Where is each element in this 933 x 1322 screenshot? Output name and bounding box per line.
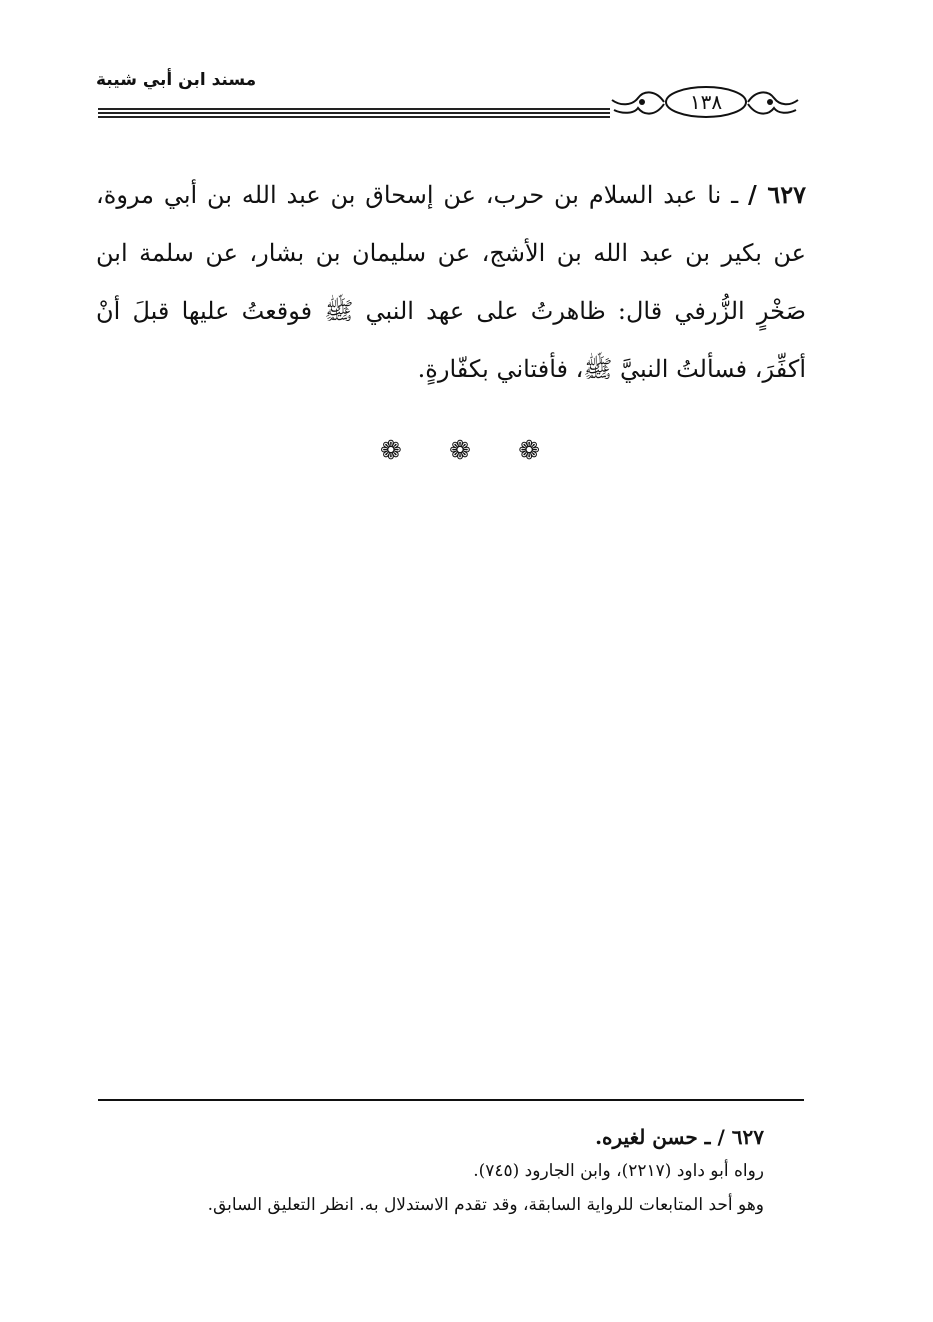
header-rule (98, 108, 610, 120)
hadith-text: ـ نا عبد السلام بن حرب، عن إسحاق بن عبد الله بن أبي مروة، عن بكير بن عبد الله بن الأشج، عن سليمان بن بشار، عن سلمة ابن صَخْرٍ الزُّرفي قال: ظاهرتُ على عهد النبي ﷺ فوقعتُ عليها قبلَ أنْ أكفِّرَ، فسألتُ النبيَّ ﷺ، فأفتاني بكفّارةٍ. (96, 181, 806, 383)
section-separator (380, 436, 540, 466)
hadith-number: ٦٢٧ / (747, 180, 806, 209)
flower-ornament-icon: ❁ (518, 436, 540, 466)
hadith-paragraph (96, 166, 806, 398)
flower-ornament-icon: ❁ (380, 436, 402, 466)
footnote-line: وهو أحد المتابعات للرواية السابقة، وقد تقدم الاستدلال به. انظر التعليق السابق. (207, 1195, 764, 1215)
page-number: ١٣٨ (689, 90, 723, 114)
footnote-line: رواه أبو داود (٢٢١٧)، وابن الجارود (٧٤٥). (473, 1161, 764, 1181)
flower-ornament-icon: ❁ (449, 436, 471, 466)
book-title: مسند ابن أبي شيبة (96, 70, 257, 90)
footnotes (98, 1120, 764, 1222)
footnote-divider (98, 1099, 804, 1101)
footnote-heading: ٦٢٧ / ـ حسن لغيره. (595, 1125, 764, 1149)
